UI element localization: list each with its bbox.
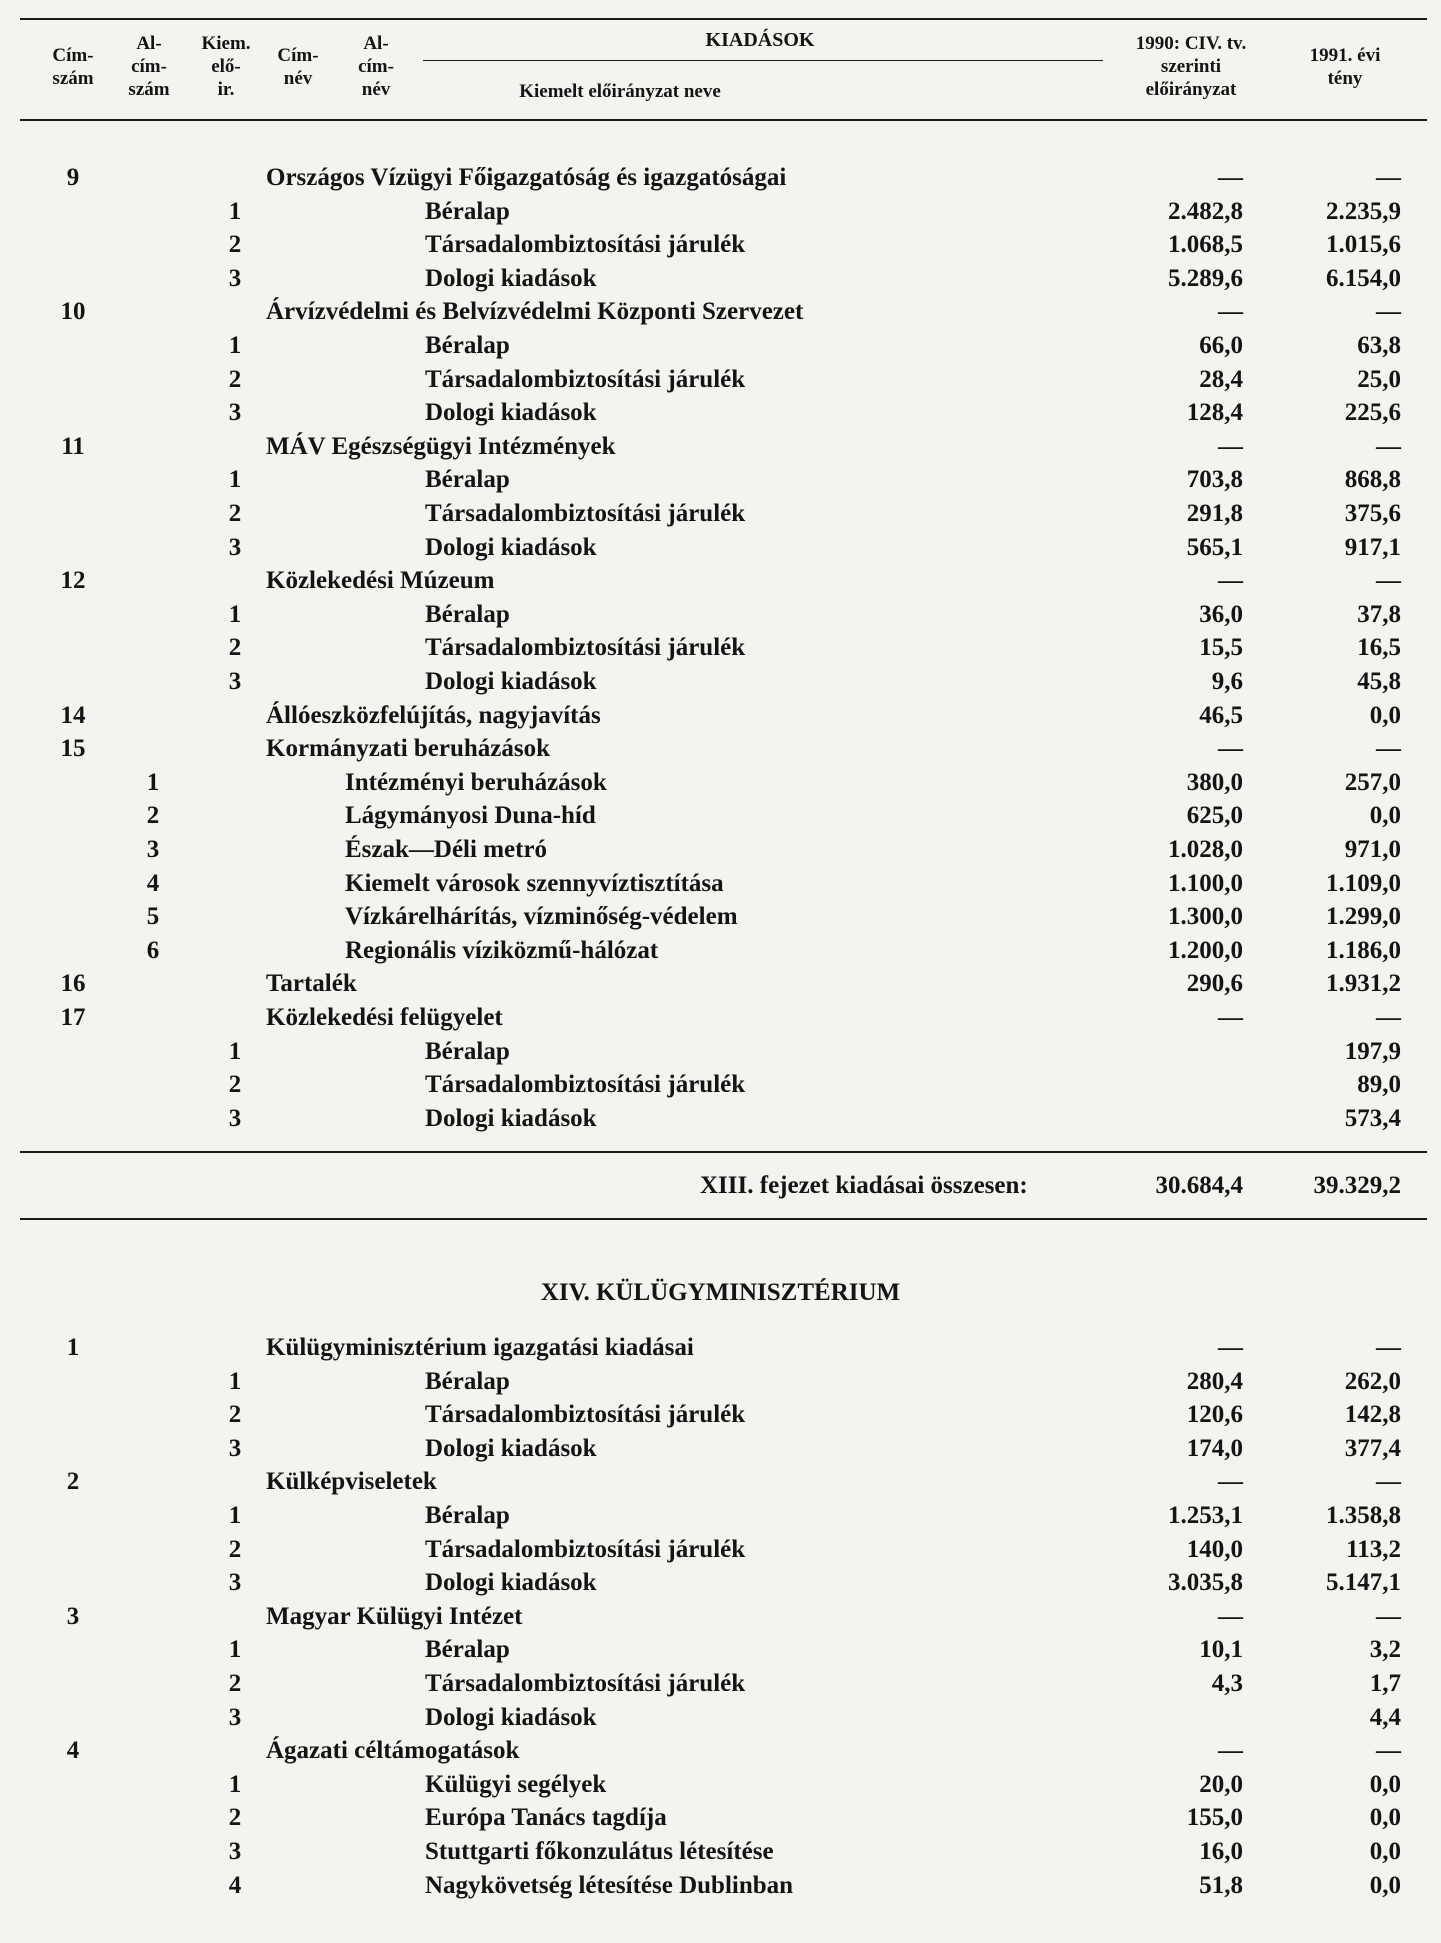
cell-name: Regionális víziközmű-hálózat <box>345 936 659 964</box>
header-kiem-eloir: Kiem. elő- ir. <box>201 33 251 100</box>
table-row <box>0 497 1441 530</box>
cell-1990: 380,0 <box>1186 768 1243 796</box>
cell-1990: 120,6 <box>1186 1401 1243 1429</box>
table-row <box>0 1801 1441 1834</box>
table-row <box>0 161 1441 194</box>
table-row <box>0 1667 1441 1700</box>
cell-cim-szam: 15 <box>60 735 86 763</box>
cell-kiem-eloir: 1 <box>228 600 242 628</box>
cell-1991: 3,2 <box>1369 1636 1401 1664</box>
cell-cim-szam: 11 <box>61 432 85 460</box>
cell-name: Dologi kiadások <box>425 1104 597 1132</box>
cell-1990: — <box>1218 432 1243 460</box>
cell-kiem-eloir: 3 <box>228 1104 242 1132</box>
cell-name: Tartalék <box>266 970 357 998</box>
cell-name: Ágazati céltámogatások <box>266 1737 520 1765</box>
header-1990: 1990: CIV. tv. szerinti előirányzat <box>1135 33 1247 100</box>
cell-name: Stuttgarti főkonzulátus létesítése <box>425 1838 774 1865</box>
cell-alcim-szam: 5 <box>146 903 160 931</box>
cell-1990: 9,6 <box>1211 668 1243 695</box>
cell-alcim-szam: 2 <box>146 802 160 830</box>
cell-1990: 625,0 <box>1186 802 1243 830</box>
cell-1991: 257,0 <box>1344 768 1401 796</box>
cell-1990: 16,0 <box>1199 1838 1243 1865</box>
cell-kiem-eloir: 1 <box>228 466 242 494</box>
table-row <box>0 564 1441 597</box>
cell-1991: 63,8 <box>1357 332 1401 359</box>
cell-1991: 917,1 <box>1344 533 1401 561</box>
total-top-rule <box>20 1151 1427 1153</box>
cell-kiem-eloir: 2 <box>228 634 242 662</box>
cell-name: Béralap <box>425 1037 510 1065</box>
cell-name: Árvízvédelmi és Belvízvédelmi Központi Szervezet <box>266 298 804 326</box>
cell-name: Társadalombiztosítási járulék <box>425 1535 746 1563</box>
cell-kiem-eloir: 3 <box>228 1434 242 1462</box>
cell-name: Társadalombiztosítási járulék <box>425 1401 746 1429</box>
cell-name: Dologi kiadások <box>425 264 597 292</box>
cell-1990: 51,8 <box>1199 1871 1243 1899</box>
cell-1990: 1.100,0 <box>1168 869 1243 897</box>
cell-1991: 971,0 <box>1344 836 1401 863</box>
cell-kiem-eloir: 2 <box>228 365 242 393</box>
table-row <box>0 766 1441 799</box>
cell-name: Béralap <box>425 1636 510 1664</box>
cell-1991: — <box>1376 1004 1401 1031</box>
header-bottom-rule <box>20 119 1427 121</box>
cell-kiem-eloir: 1 <box>228 1770 242 1798</box>
cell-1990: 1.028,0 <box>1168 836 1243 863</box>
total-row <box>0 1169 1441 1203</box>
cell-kiem-eloir: 2 <box>228 1804 242 1832</box>
cell-1991: — <box>1376 298 1401 326</box>
cell-name: Intézményi beruházások <box>345 768 607 796</box>
total-1991: 39.329,2 <box>1313 1172 1401 1199</box>
cell-1990: 36,0 <box>1199 600 1243 628</box>
cell-1991: 142,8 <box>1344 1401 1401 1429</box>
table-row <box>0 867 1441 900</box>
cell-1990: 703,8 <box>1186 466 1243 494</box>
cell-1990: 174,0 <box>1186 1434 1243 1462</box>
table-row <box>0 1035 1441 1068</box>
cell-1990: 46,5 <box>1199 701 1243 729</box>
cell-1991: 89,0 <box>1357 1071 1401 1099</box>
cell-1991: 45,8 <box>1357 668 1401 695</box>
cell-1991: 0,0 <box>1369 701 1401 729</box>
table-row <box>0 1869 1441 1902</box>
table-row <box>0 665 1441 698</box>
table-row <box>0 699 1441 732</box>
cell-name: MÁV Egészségügyi Intézmények <box>266 432 616 460</box>
header-top-rule <box>20 18 1427 20</box>
cell-alcim-szam: 1 <box>146 768 160 796</box>
cell-name: Béralap <box>425 466 510 494</box>
cell-name: Dologi kiadások <box>425 1569 597 1597</box>
table-row <box>0 1365 1441 1398</box>
cell-kiem-eloir: 1 <box>228 1367 242 1395</box>
cell-1990: 15,5 <box>1199 634 1243 662</box>
cell-1990: 5.289,6 <box>1168 264 1243 292</box>
cell-alcim-szam: 3 <box>146 836 160 863</box>
table-row <box>0 1633 1441 1666</box>
cell-1991: 573,4 <box>1344 1104 1401 1132</box>
table-row <box>0 1331 1441 1364</box>
cell-1991: 5.147,1 <box>1326 1569 1401 1597</box>
cell-cim-szam: 12 <box>60 567 86 595</box>
cell-1991: 1.109,0 <box>1326 869 1401 897</box>
cell-cim-szam: 9 <box>66 164 80 191</box>
cell-kiem-eloir: 2 <box>228 500 242 527</box>
cell-1990: — <box>1218 1468 1243 1496</box>
table-row <box>0 295 1441 328</box>
cell-name: Kormányzati beruházások <box>266 735 551 763</box>
table-row <box>0 1566 1441 1599</box>
cell-1990: 20,0 <box>1199 1770 1243 1798</box>
cell-kiem-eloir: 3 <box>228 399 242 427</box>
cell-1990: — <box>1218 298 1243 326</box>
cell-name: Észak—Déli metró <box>345 836 548 863</box>
cell-cim-szam: 17 <box>60 1004 86 1031</box>
cell-1991: 0,0 <box>1369 802 1401 830</box>
cell-name: Közlekedési Múzeum <box>266 567 495 595</box>
cell-1991: 0,0 <box>1369 1871 1401 1899</box>
cell-cim-szam: 3 <box>66 1602 80 1630</box>
header-cim-szam: Cím- szám <box>52 45 94 89</box>
cell-alcim-szam: 4 <box>146 869 160 897</box>
header-alcim-szam: Al- cím- szám <box>128 33 170 100</box>
cell-name: Dologi kiadások <box>425 1434 597 1462</box>
cell-1991: 1.299,0 <box>1326 903 1401 931</box>
cell-1991: 375,6 <box>1344 500 1401 527</box>
cell-name: Társadalombiztosítási járulék <box>425 1071 746 1099</box>
cell-1990: — <box>1218 164 1243 191</box>
cell-kiem-eloir: 2 <box>228 1670 242 1697</box>
cell-1990: 140,0 <box>1186 1535 1243 1563</box>
cell-1991: — <box>1376 1602 1401 1630</box>
cell-kiem-eloir: 3 <box>228 668 242 695</box>
cell-1991: 16,5 <box>1357 634 1401 662</box>
cell-name: Béralap <box>425 197 510 225</box>
table-row <box>0 934 1441 967</box>
cell-1991: — <box>1376 735 1401 763</box>
table-row <box>0 1432 1441 1465</box>
table-row <box>0 1734 1441 1767</box>
cell-1990: 4,3 <box>1211 1670 1243 1697</box>
cell-1990: 1.253,1 <box>1168 1502 1243 1529</box>
header-kiemelt-nev: Kiemelt előirányzat neve <box>519 81 721 102</box>
table-row <box>0 1600 1441 1633</box>
table-row <box>0 531 1441 564</box>
table-row <box>0 1068 1441 1101</box>
table-row <box>0 463 1441 496</box>
table-row <box>0 363 1441 396</box>
table-row <box>0 598 1441 631</box>
table-row <box>0 1499 1441 1532</box>
cell-1990: 291,8 <box>1186 500 1243 527</box>
table-row <box>0 262 1441 295</box>
cell-1991: 1.358,8 <box>1326 1502 1401 1529</box>
cell-kiem-eloir: 1 <box>228 1037 242 1065</box>
cell-1991: 1.186,0 <box>1326 936 1401 964</box>
cell-1990: 1.068,5 <box>1168 231 1243 259</box>
cell-1991: 2.235,9 <box>1326 197 1401 225</box>
cell-1991: — <box>1376 1334 1401 1361</box>
cell-name: Társadalombiztosítási járulék <box>425 231 746 259</box>
cell-1991: 0,0 <box>1369 1804 1401 1832</box>
cell-name: Külügyi segélyek <box>425 1770 607 1798</box>
cell-name: Társadalombiztosítási járulék <box>425 634 746 662</box>
cell-cim-szam: 10 <box>60 298 86 326</box>
table-row <box>0 1701 1441 1734</box>
cell-name: Külképviseletek <box>266 1468 437 1496</box>
cell-name: Béralap <box>425 332 510 359</box>
cell-name: Dologi kiadások <box>425 399 597 427</box>
cell-name: Nagykövetség létesítése Dublinban <box>425 1871 794 1899</box>
cell-kiem-eloir: 1 <box>228 1502 242 1529</box>
cell-1990: 1.200,0 <box>1168 936 1243 964</box>
cell-name: Dologi kiadások <box>425 533 597 561</box>
cell-1990: 565,1 <box>1186 533 1243 561</box>
cell-name: Béralap <box>425 1502 510 1529</box>
table-row <box>0 900 1441 933</box>
cell-kiem-eloir: 3 <box>228 1838 242 1865</box>
cell-1991: 197,9 <box>1344 1037 1401 1065</box>
cell-1991: 0,0 <box>1369 1838 1401 1865</box>
section-title: XIV. KÜLÜGYMINISZTÉRIUM <box>540 1279 901 1306</box>
table-row <box>0 1001 1441 1034</box>
cell-cim-szam: 4 <box>66 1737 80 1765</box>
cell-name: Országos Vízügyi Főigazgatóság és igazgatóságai <box>266 164 787 191</box>
cell-1990: 66,0 <box>1199 332 1243 359</box>
cell-1991: 37,8 <box>1357 600 1401 628</box>
table-row <box>0 1102 1441 1135</box>
cell-1991: — <box>1376 1468 1401 1496</box>
table-row <box>0 1768 1441 1801</box>
cell-name: Magyar Külügyi Intézet <box>266 1602 523 1630</box>
cell-name: Dologi kiadások <box>425 668 597 695</box>
table-row <box>0 1465 1441 1498</box>
table-row <box>0 967 1441 1000</box>
cell-1991: 25,0 <box>1357 365 1401 393</box>
table-row <box>0 430 1441 463</box>
cell-kiem-eloir: 1 <box>228 197 242 225</box>
cell-1991: 4,4 <box>1369 1703 1401 1731</box>
cell-alcim-szam: 6 <box>146 936 160 964</box>
cell-1990: 10,1 <box>1199 1636 1243 1664</box>
cell-name: Vízkárelhárítás, vízminőség-védelem <box>345 903 738 931</box>
cell-1990: — <box>1218 1602 1243 1630</box>
cell-1991: 225,6 <box>1344 399 1401 427</box>
cell-1990: — <box>1218 735 1243 763</box>
cell-1990: 280,4 <box>1186 1367 1243 1395</box>
cell-kiem-eloir: 3 <box>228 264 242 292</box>
cell-1990: 290,6 <box>1186 970 1243 998</box>
cell-kiem-eloir: 2 <box>228 1071 242 1099</box>
cell-1990: 28,4 <box>1199 365 1243 393</box>
cell-cim-szam: 2 <box>66 1468 80 1496</box>
cell-kiem-eloir: 1 <box>228 332 242 359</box>
cell-1991: — <box>1376 432 1401 460</box>
cell-1991: — <box>1376 1737 1401 1765</box>
cell-cim-szam: 16 <box>60 970 86 998</box>
header-kiadasok-rule <box>423 60 1103 61</box>
cell-1991: 6.154,0 <box>1326 264 1401 292</box>
cell-1990: 3.035,8 <box>1168 1569 1243 1597</box>
cell-1991: 113,2 <box>1346 1535 1401 1563</box>
cell-cim-szam: 1 <box>66 1334 80 1361</box>
cell-name: Dologi kiadások <box>425 1703 597 1731</box>
header-1991: 1991. évi tény <box>1309 45 1381 89</box>
table-row <box>0 631 1441 664</box>
table-row <box>0 396 1441 429</box>
cell-kiem-eloir: 4 <box>228 1871 242 1899</box>
total-label: XIII. fejezet kiadásai összesen: <box>700 1172 1028 1199</box>
table-row <box>0 195 1441 228</box>
cell-1991: 1.931,2 <box>1326 970 1401 998</box>
header-alcim-nev: Al- cím- név <box>358 33 394 100</box>
cell-name: Társadalombiztosítási járulék <box>425 1670 746 1697</box>
cell-1991: 868,8 <box>1344 466 1401 494</box>
cell-kiem-eloir: 2 <box>228 1401 242 1429</box>
table-row <box>0 833 1441 866</box>
cell-name: Közlekedési felügyelet <box>266 1004 503 1031</box>
cell-name: Társadalombiztosítási járulék <box>425 365 746 393</box>
cell-1991: 262,0 <box>1344 1367 1401 1395</box>
cell-name: Kiemelt városok szennyvíztisztítása <box>345 869 724 897</box>
header-cim-nev: Cím- név <box>277 45 319 89</box>
cell-1990: 128,4 <box>1186 399 1243 427</box>
table-row <box>0 329 1441 362</box>
table-row <box>0 1398 1441 1431</box>
cell-1990: — <box>1218 1334 1243 1361</box>
cell-1990: — <box>1218 1737 1243 1765</box>
cell-1990: 2.482,8 <box>1168 197 1243 225</box>
total-1990: 30.684,4 <box>1155 1172 1243 1199</box>
cell-name: Külügyminisztérium igazgatási kiadásai <box>266 1334 694 1361</box>
cell-cim-szam: 14 <box>60 701 86 729</box>
total-bottom-rule <box>20 1218 1427 1220</box>
cell-kiem-eloir: 3 <box>228 1569 242 1597</box>
table-row <box>0 1533 1441 1566</box>
cell-name: Lágymányosi Duna-híd <box>345 802 596 830</box>
cell-name: Állóeszközfelújítás, nagyjavítás <box>266 701 601 729</box>
cell-kiem-eloir: 3 <box>228 533 242 561</box>
table-row <box>0 228 1441 261</box>
cell-1990: 155,0 <box>1186 1804 1243 1832</box>
cell-kiem-eloir: 2 <box>228 1535 242 1563</box>
cell-name: Béralap <box>425 1367 510 1395</box>
table-row <box>0 799 1441 832</box>
cell-1991: — <box>1376 164 1401 191</box>
cell-1990: — <box>1218 567 1243 595</box>
cell-kiem-eloir: 3 <box>228 1703 242 1731</box>
cell-1991: 377,4 <box>1344 1434 1401 1462</box>
cell-kiem-eloir: 2 <box>228 231 242 259</box>
cell-1991: 1.015,6 <box>1326 231 1401 259</box>
table-row <box>0 732 1441 765</box>
cell-1990: 1.300,0 <box>1168 903 1243 931</box>
cell-1991: — <box>1376 567 1401 595</box>
cell-name: Európa Tanács tagdíja <box>425 1804 667 1832</box>
header-kiadasok: KIADÁSOK <box>705 29 815 51</box>
cell-kiem-eloir: 1 <box>228 1636 242 1664</box>
table-row <box>0 1835 1441 1868</box>
cell-name: Béralap <box>425 600 510 628</box>
cell-1991: 1,7 <box>1369 1670 1401 1697</box>
cell-1991: 0,0 <box>1369 1770 1401 1798</box>
cell-name: Társadalombiztosítási járulék <box>425 500 746 527</box>
cell-1990: — <box>1218 1004 1243 1031</box>
